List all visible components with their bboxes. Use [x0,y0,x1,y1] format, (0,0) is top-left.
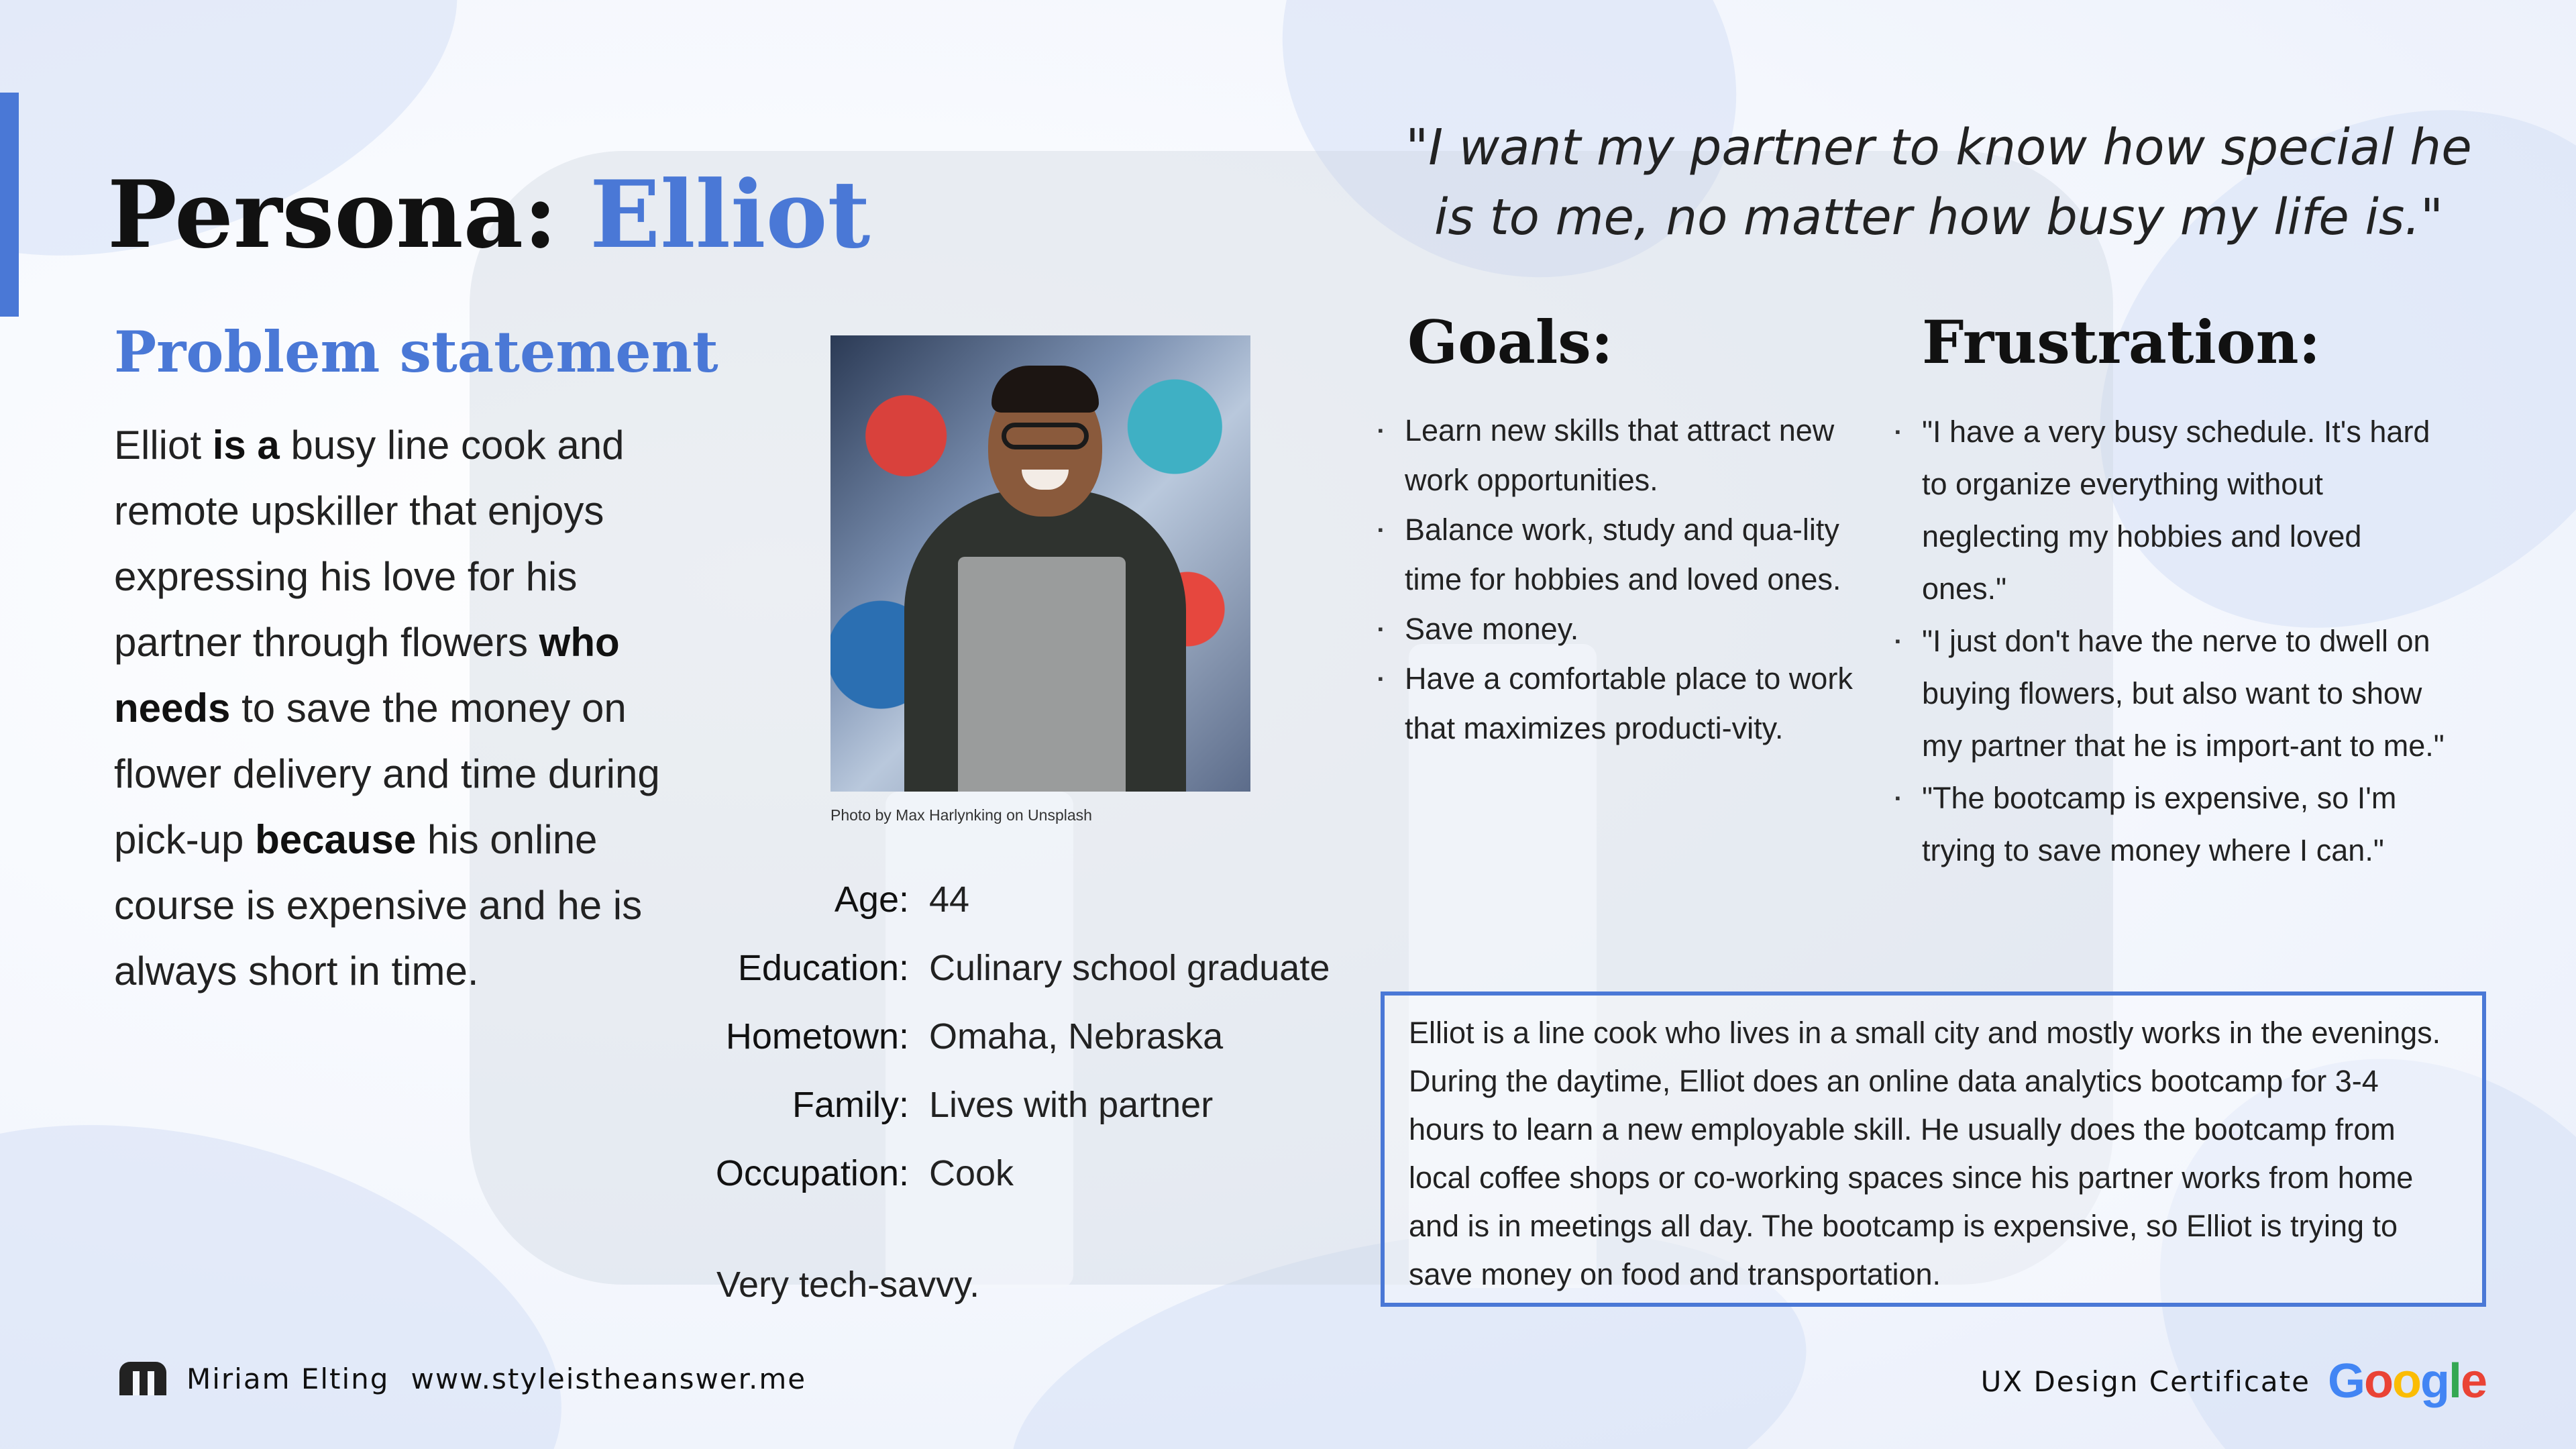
google-logo: Google [2327,1354,2486,1408]
problem-text-emphasis: who needs [114,620,620,731]
persona-bio-box [1381,991,2486,1307]
footer-certificate [1981,1354,2486,1409]
persona-facts [671,865,1375,1208]
goals-heading: Goals: [1407,307,1613,377]
goal-item: ▪ Save money. [1378,604,1861,654]
fact-value: Culinary school graduate [929,948,1330,988]
problem-statement-text [114,413,664,1004]
fact-value: 44 [929,879,970,920]
fact-label: Education: [737,948,909,988]
certificate-label: UX Design Certificate [1980,1364,2310,1398]
author-name: Miriam Elting [186,1362,390,1395]
fact-value: Cook [929,1153,1014,1193]
frustration-item: ▪ "I just don't have the nerve to dwell on buying flowers, but also want to show my partner that he is import-ant to me." [1895,615,2445,772]
footer-author [119,1355,806,1402]
fact-label: Age: [834,879,909,920]
accent-bar [0,93,19,317]
photo-hair [991,366,1099,413]
persona-quote: "I want my partner to know how special he is to me, no matter how busy my life is." [1405,119,2472,246]
photo-overalls [958,557,1126,792]
fact-row [671,934,1375,1002]
author-website[interactable]: www.styleistheanswer.me [411,1362,807,1395]
fact-value: Omaha, Nebraska [929,1016,1224,1057]
fact-label: Family: [792,1085,909,1125]
frustration-item: ▪ "The bootcamp is expensive, so I'm trying to save money where I can." [1895,772,2445,877]
frustration-list [1895,406,2445,877]
goal-item: ▪ Have a comfortable place to work that maximizes producti-vity. [1378,654,1861,753]
problem-text-emphasis: is a [212,423,280,468]
fact-label: Hometown: [725,1016,909,1057]
fact-row [671,1071,1375,1139]
title-prefix: Persona: [107,160,557,269]
tech-savvy-note: Very tech-savvy. [716,1265,980,1305]
fact-row [671,1139,1375,1208]
problem-text-part: to save the money on flower delivery and time during pick-up [114,686,660,862]
fact-row [671,1002,1375,1071]
fact-row [671,865,1375,934]
photo-glasses [1002,423,1089,449]
goal-item: ▪ Balance work, study and qua-lity time for hobbies and loved ones. [1378,505,1861,604]
fact-label: Occupation: [715,1153,909,1193]
problem-text-part: Elliot [114,423,213,468]
frustration-item: ▪ "I have a very busy schedule. It's hard to organize everything without neglecting my hobbies and loved ones." [1895,406,2445,615]
goal-item: ▪ Learn new skills that attract new work opportunities. [1378,406,1861,505]
persona-photo [830,335,1250,792]
fact-value: Lives with partner [929,1085,1214,1125]
persona-name: Elliot [590,160,871,269]
photo-credit: Photo by Max Harlynking on Unsplash [830,806,1092,824]
persona-bio: Elliot is a line cook who lives in a small city and mostly works in the evenings. During the daytime, Elliot does an online data analytics bootcamp for 3-4 hours to learn a new employable skill. He usually does the bootcamp from local coffee shops or co-working spaces since his partner works from home and is in meetings all day. The bootcamp is expensive, so Elliot is trying to save money on food and transportation. [1409,1016,2441,1291]
goals-list [1378,406,1861,753]
problem-text-part: his online course is expensive and he is always short in time. [114,817,643,994]
frustration-heading: Frustration: [1922,307,2321,377]
author-logo-icon [119,1362,166,1395]
page-title [107,154,870,275]
problem-text-emphasis: because [255,817,417,862]
problem-text-part: busy line cook and remote upskiller that enjoys expressing his love for his partner through flowers [114,423,625,665]
problem-statement-heading: Problem statement [114,319,718,385]
